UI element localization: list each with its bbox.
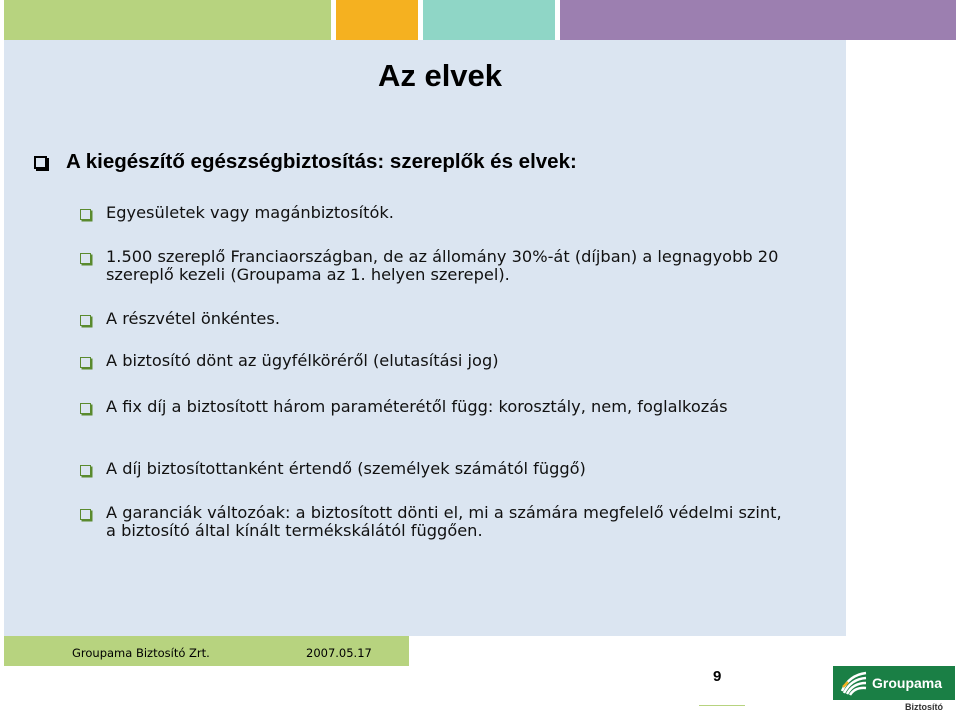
checkbox-bullet-icon bbox=[80, 253, 91, 264]
bullet-item bbox=[80, 352, 786, 370]
checkbox-bullet-icon bbox=[80, 509, 91, 520]
bullet-item bbox=[80, 460, 786, 478]
bullet-item bbox=[80, 248, 786, 284]
checkbox-bullet-icon bbox=[80, 403, 91, 414]
bullet-text: A részvétel önkéntes. bbox=[106, 309, 280, 328]
checkbox-bullet-icon bbox=[80, 357, 91, 368]
footer-company: Groupama Biztosító Zrt. bbox=[72, 646, 210, 660]
page-number: 9 bbox=[713, 668, 722, 685]
bullet-text: Egyesületek vagy magánbiztosítók. bbox=[106, 203, 394, 222]
strip-teal-segment bbox=[423, 0, 555, 40]
strip-green-segment bbox=[4, 0, 331, 40]
content-panel bbox=[4, 40, 846, 636]
strip-purple-segment bbox=[560, 0, 956, 40]
bullet-text: A díj biztosítottanként értendő (személyek számától függő) bbox=[106, 459, 586, 478]
bullet-text: A garanciák változóak: a biztosított dönti el, mi a számára megfelelő védelmi szint, a biztosító által kínált termékskálától függően. bbox=[106, 503, 782, 540]
checkbox-bullet-icon bbox=[80, 465, 91, 476]
bullet-item bbox=[80, 504, 786, 540]
page-number-underline bbox=[699, 705, 745, 706]
groupama-emblem-icon bbox=[839, 669, 869, 697]
section-heading-text: A kiegészítő egészségbiztosítás: szereplők és elvek: bbox=[66, 150, 577, 173]
bullet-item bbox=[80, 204, 786, 222]
bullet-text: A fix díj a biztosított három paraméterétől függ: korosztály, nem, foglalkozás bbox=[106, 397, 728, 416]
top-color-strip bbox=[4, 0, 956, 40]
groupama-logo bbox=[833, 666, 955, 700]
checkbox-bullet-icon bbox=[80, 209, 91, 220]
bullet-text: 1.500 szereplő Franciaországban, de az állomány 30%-át (díjban) a legnagyobb 20 szereplő kezeli (Groupama az 1. helyen szerepel). bbox=[106, 247, 779, 284]
bullet-item bbox=[80, 398, 786, 416]
logo-subtitle: Biztosító bbox=[905, 702, 943, 712]
bullet-item bbox=[80, 310, 786, 328]
checkbox-bullet-icon bbox=[34, 156, 47, 169]
checkbox-bullet-icon bbox=[80, 315, 91, 326]
slide-title: Az elvek bbox=[377, 58, 503, 93]
strip-orange-segment bbox=[336, 0, 418, 40]
logo-text: Groupama bbox=[872, 675, 943, 691]
footer-date: 2007.05.17 bbox=[306, 646, 372, 660]
section-heading bbox=[34, 150, 577, 174]
bullet-text: A biztosító dönt az ügyfélköréről (elutasítási jog) bbox=[106, 351, 499, 370]
